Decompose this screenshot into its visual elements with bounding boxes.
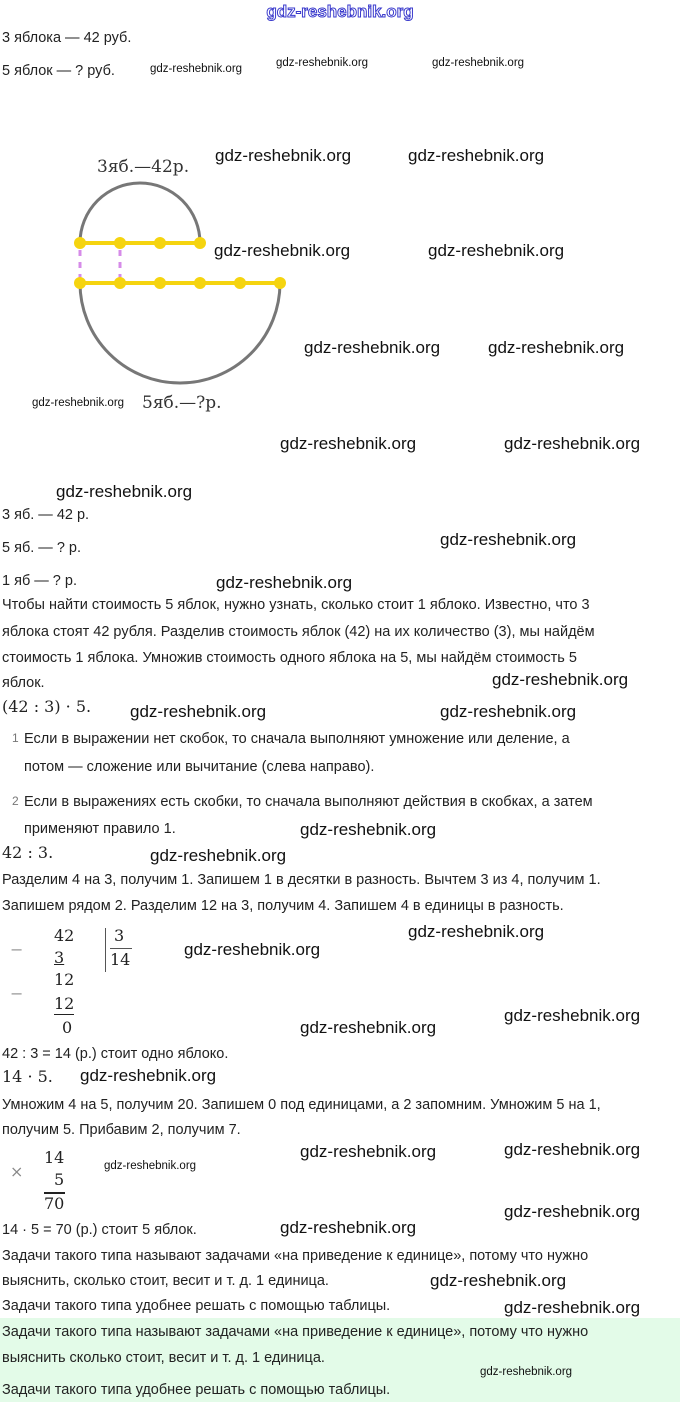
short-line: 5 яб. — ? р.: [2, 540, 82, 556]
highlight-line: выяснить сколько стоит, весит и т. д. 1 единица.: [2, 1350, 325, 1366]
times-sign: ×: [10, 1162, 24, 1181]
short-line: 3 яб. — 42 р.: [2, 507, 90, 523]
watermark: gdz-reshebnik.org: [504, 1202, 641, 1221]
paragraph-line: Запишем рядом 2. Разделим 12 на 3, получим 4. Запишем 4 в единицы в разность.: [2, 898, 564, 914]
note-line: выяснить, сколько стоит, весит и т. д. 1 единица.: [2, 1273, 329, 1289]
subtrahend: 12: [54, 994, 75, 1013]
given-line: 3 яблока — 42 руб.: [2, 30, 132, 46]
watermark: gdz-reshebnik.org: [504, 1140, 641, 1159]
watermark: gdz-reshebnik.org: [430, 1271, 567, 1290]
paragraph-line: яблока стоят 42 рубля. Разделив стоимость яблок (42) на их количество (3), мы найдём: [2, 624, 595, 640]
watermark: gdz-reshebnik.org: [56, 482, 193, 501]
diagram-top-label: 3яб.—42р.: [97, 157, 190, 177]
watermark: gdz-reshebnik.org: [480, 1366, 573, 1378]
watermark: gdz-reshebnik.org: [130, 702, 267, 721]
minus-sign: −: [10, 940, 24, 959]
factor: 14: [44, 1148, 65, 1167]
rule-number: 2: [12, 794, 19, 808]
watermark: gdz-reshebnik.org: [215, 146, 352, 165]
paragraph-line: Умножим 4 на 5, получим 20. Запишем 0 под единицами, а 2 запомним. Умножим 5 на 1,: [2, 1097, 601, 1113]
watermark: gdz-reshebnik.org: [440, 702, 577, 721]
note-line: Задачи такого типа удобнее решать с помощью таблицы.: [2, 1298, 391, 1314]
remainder: 12: [54, 970, 75, 989]
watermark: gdz-reshebnik.org: [440, 530, 577, 549]
dot: [194, 277, 206, 289]
watermark: gdz-reshebnik.org: [300, 820, 437, 839]
dot: [234, 277, 246, 289]
watermark: gdz-reshebnik.org: [216, 573, 353, 592]
watermark: gdz-reshebnik.org: [300, 1018, 437, 1037]
remainder: 0: [62, 1018, 73, 1037]
watermark: gdz-reshebnik.org: [408, 922, 545, 941]
result: 42 : 3 = 14 (р.) стоит одно яблоко.: [2, 1046, 229, 1062]
watermark: gdz-reshebnik.org: [104, 1160, 197, 1172]
division-line: [110, 948, 132, 949]
highlight-line: Задачи такого типа удобнее решать с помощью таблицы.: [2, 1382, 391, 1398]
paragraph-line: Разделим 4 на 3, получим 1. Запишем 1 в десятки в разность. Вычтем 3 из 4, получим 1.: [2, 872, 601, 888]
paragraph-line: Чтобы найти стоимость 5 яблок, нужно узнать, сколько стоит 1 яблоко. Известно, что 3: [2, 597, 590, 613]
result: 14 · 5 = 70 (р.) стоит 5 яблок.: [2, 1222, 197, 1238]
watermark: gdz-reshebnik.org: [300, 1142, 437, 1161]
paragraph-line: стоимость 1 яблока. Умножив стоимость одного яблока на 5, мы найдём стоимость 5: [2, 650, 577, 666]
note-line: Задачи такого типа называют задачами «на приведение к единице», потому что нужно: [2, 1248, 589, 1264]
dot: [154, 237, 166, 249]
factor: 5: [54, 1170, 65, 1189]
given-line: 5 яблок — ? руб.: [2, 63, 115, 79]
watermark: gdz-reshebnik.org: [184, 940, 321, 959]
dot: [274, 277, 286, 289]
step: 42 : 3.: [2, 843, 54, 862]
diagram: [0, 140, 300, 420]
watermark: gdz-reshebnik.org: [280, 1218, 417, 1237]
watermark: gdz-reshebnik.org: [488, 338, 625, 357]
watermark: gdz-reshebnik.org: [504, 1006, 641, 1025]
watermark: gdz-reshebnik.org: [408, 146, 545, 165]
top-arc: [80, 183, 200, 243]
rule-line: применяют правило 1.: [24, 821, 176, 837]
minus-sign: −: [10, 984, 24, 1003]
product: 70: [44, 1194, 65, 1213]
paragraph-line: получим 5. Прибавим 2, получим 7.: [2, 1122, 241, 1138]
bottom-arc: [80, 283, 280, 383]
watermark: gdz-reshebnik.org: [428, 241, 565, 260]
dot: [74, 237, 86, 249]
dividend: 42: [54, 926, 75, 945]
dot: [74, 277, 86, 289]
watermark: gdz-reshebnik.org: [150, 63, 243, 75]
watermark: gdz-reshebnik.org: [304, 338, 441, 357]
watermark: gdz-reshebnik.org: [214, 241, 351, 260]
watermark: gdz-reshebnik.org: [80, 1066, 217, 1085]
rule-number: 1: [12, 731, 19, 745]
rule-line: Если в выражениях есть скобки, то сначала выполняют действия в скобках, а затем: [24, 794, 593, 810]
watermark-top: gdz-reshebnik.org: [266, 2, 414, 21]
quotient: 14: [110, 950, 131, 969]
rule-line: потом — сложение или вычитание (слева направо).: [24, 759, 375, 775]
watermark: gdz-reshebnik.org: [280, 434, 417, 453]
step: 14 · 5.: [2, 1067, 53, 1086]
expression: (42 : 3) · 5.: [2, 697, 92, 716]
short-line: 1 яб — ? р.: [2, 573, 77, 589]
divisor: 3: [114, 926, 125, 945]
watermark: gdz-reshebnik.org: [276, 57, 369, 69]
watermark: gdz-reshebnik.org: [492, 670, 629, 689]
watermark: gdz-reshebnik.org: [150, 846, 287, 865]
subtrahend: 3: [54, 948, 65, 967]
dot: [114, 237, 126, 249]
watermark: gdz-reshebnik.org: [432, 57, 525, 69]
division-bar: [105, 928, 106, 972]
watermark: gdz-reshebnik.org: [504, 1298, 641, 1317]
diagram-bottom-label: 5яб.—?р.: [142, 393, 222, 413]
dot: [154, 277, 166, 289]
watermark: gdz-reshebnik.org: [32, 397, 125, 409]
dot: [114, 277, 126, 289]
dot: [194, 237, 206, 249]
paragraph-line: яблок.: [2, 675, 45, 691]
watermark: gdz-reshebnik.org: [504, 434, 641, 453]
rule-line: Если в выражении нет скобок, то сначала выполняют умножение или деление, а: [24, 731, 570, 747]
highlight-line: Задачи такого типа называют задачами «на приведение к единице», потому что нужно: [2, 1324, 589, 1340]
